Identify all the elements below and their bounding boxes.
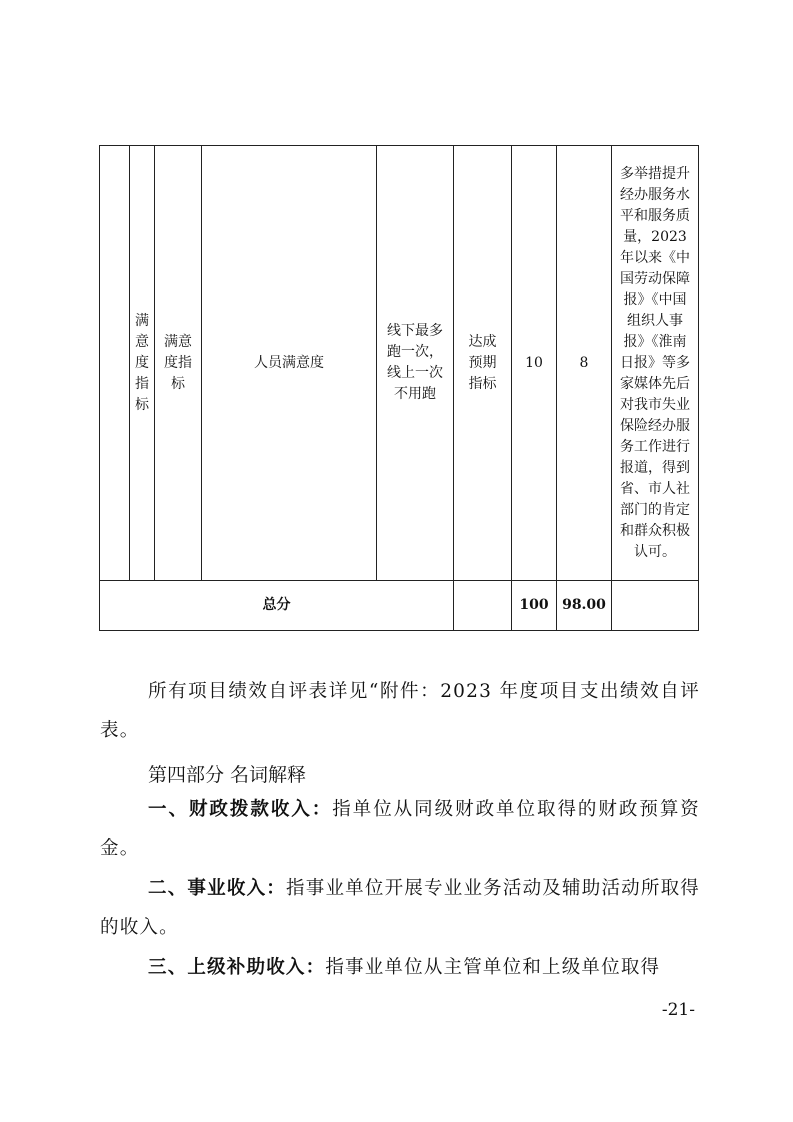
total-label-cell [100, 581, 454, 631]
category-text: 满意度指标 [135, 312, 149, 413]
term-paragraph-1 [100, 790, 700, 868]
score-cell [557, 146, 612, 581]
total-blank-cell [454, 581, 512, 631]
actual-text: 达成预期指标 [468, 333, 497, 392]
actual-cell [454, 146, 512, 581]
term-paragraph-3 [100, 948, 700, 987]
term-title-2: 二、事业收入： [148, 878, 287, 899]
term-definition-3: 指事业单位从主管单位和上级单位取得 [325, 957, 661, 978]
performance-table [99, 145, 699, 631]
target-text: 线下最多跑一次，线上一次不用跑 [387, 323, 443, 402]
total-label: 总分 [262, 597, 291, 613]
indicator-text: 人员满意度 [254, 354, 324, 371]
total-note-cell [612, 581, 699, 631]
total-weight-cell [512, 581, 557, 631]
weight-value: 10 [525, 354, 543, 371]
table-row [100, 146, 699, 581]
note-cell [612, 146, 699, 581]
note-text: 多举措提升经办服务水平和服务质量，2023 年以来《中国劳动保障报》《中国组织人事报》《淮南日报》等多家媒体先后对我市失业保险经办服务工作进行报道，得到省、市人社部门的肯定和群众积极认可。 [620, 165, 690, 560]
total-score-cell [557, 581, 612, 631]
part-heading: 第四部分 名词解释 [148, 764, 307, 786]
subcategory-cell [155, 146, 202, 581]
term-title-3: 三、上级补助收入： [148, 957, 326, 978]
total-score: 98.00 [562, 597, 606, 613]
term-definition-2: 指事业单位开展专业业务活动及辅助活动所取得的收入。 [100, 878, 701, 938]
term-paragraph-2 [100, 869, 700, 947]
page-number: -21- [661, 1000, 695, 1020]
score-value: 8 [579, 354, 589, 371]
intro-paragraph: 所有项目绩效自评表详见“附件：2023 年度项目支出绩效自评表。 [100, 681, 700, 741]
total-weight: 100 [519, 597, 549, 613]
subcategory-text: 满意度指标 [164, 333, 192, 392]
total-row [100, 581, 699, 631]
weight-cell [512, 146, 557, 581]
indicator-cell [202, 146, 377, 581]
term-definition-1: 指单位从同级财政单位取得的财政预算资金。 [100, 799, 700, 859]
blank-cell [100, 146, 130, 581]
term-title-1: 一、财政拨款收入： [148, 799, 333, 820]
target-cell [377, 146, 454, 581]
category-cell [130, 146, 155, 581]
